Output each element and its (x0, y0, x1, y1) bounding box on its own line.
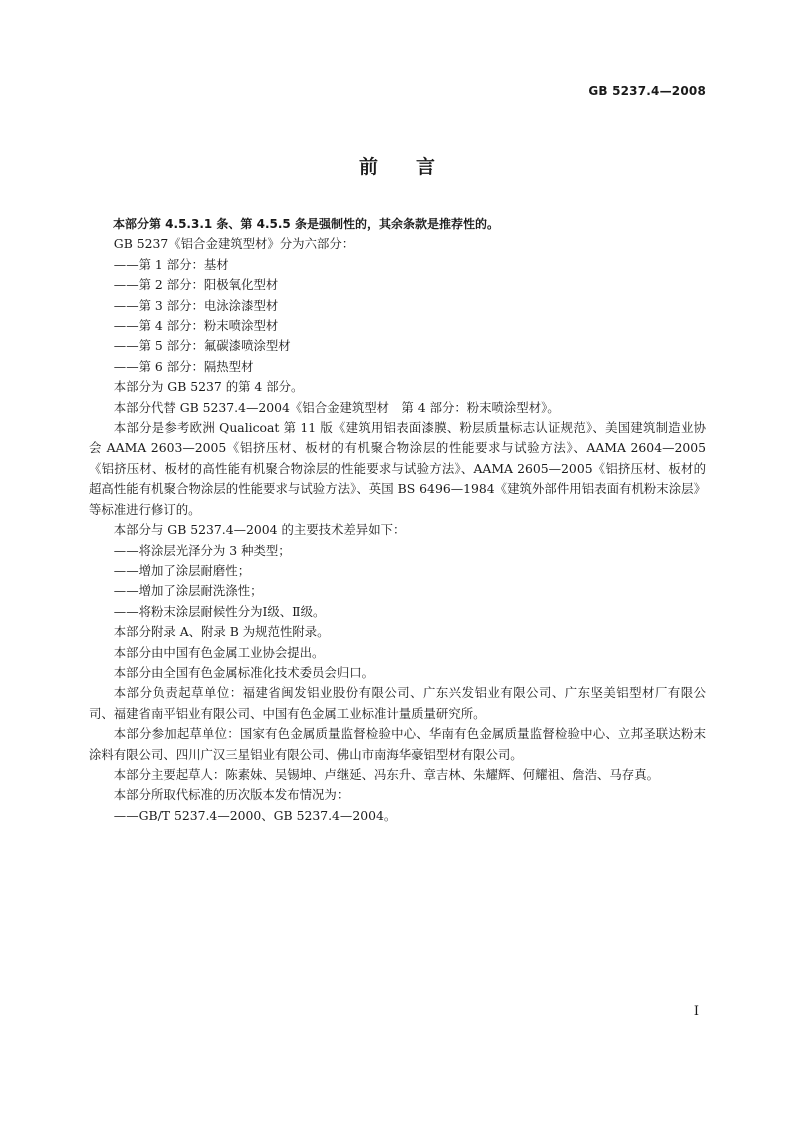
history-intro: 本部分所取代标准的历次版本发布情况为： (113, 787, 350, 803)
part-list-item: ——第 5 部分：氟碳漆喷涂型材 (113, 338, 291, 354)
foreword-body (89, 214, 706, 826)
difference-list-item: ——增加了涂层耐磨性； (113, 562, 251, 578)
part-list-item: ——第 6 部分：隔热型材 (113, 358, 254, 374)
page-number: I (693, 1004, 699, 1019)
difference-list-item: ——将涂层光泽分为 3 种类型； (113, 542, 291, 558)
part-list-item: ——第 3 部分：电泳涂漆型材 (113, 297, 279, 313)
division-intro: GB 5237《铝合金建筑型材》分为六部分： (113, 236, 355, 252)
difference-list-item: ——将粉末涂层耐候性分为Ⅰ级、Ⅱ级。 (113, 603, 326, 619)
references-paragraph: 本部分是参考欧洲 Qualicoat 第 11 版《建筑用铝表面漆膜、粉层质量标志认证规范》、美国建筑制造业协会 AAMA 2603—2005《铝挤压材、板材的有机聚合物涂层的性能要求与试验方法》、AAMA 2604—2005《铝挤压材、板材的高性能有机聚合物涂层的性能要求与试验方法》、AAMA 2605—2005《铝挤压材、板材的超高性能有机聚合物涂层的性能要求与试验方法》、英国 BS 6496—1984《建筑外部件用铝表面有机粉末涂层》等标准进行修订的。 (89, 420, 706, 517)
standard-number: GB 5237.4—2008 (588, 84, 706, 98)
annexes-statement: 本部分附录 A、附录 B 为规范性附录。 (113, 624, 330, 640)
centralized-by-statement: 本部分由全国有色金属标准化技术委员会归口。 (113, 664, 374, 680)
part-list-item: ——第 1 部分：基材 (113, 256, 229, 272)
this-part-statement: 本部分为 GB 5237 的第 4 部分。 (113, 379, 304, 395)
part-list-item: ——第 4 部分：粉末喷涂型材 (113, 318, 279, 334)
part-list-item: ——第 2 部分：阳极氧化型材 (113, 277, 279, 293)
proposed-by-statement: 本部分由中国有色金属工业协会提出。 (113, 644, 325, 660)
participating-units-paragraph: 本部分参加起草单位：国家有色金属质量监督检验中心、华南有色金属质量监督检验中心、立邦圣联达粉末涂料有限公司、四川广汉三星铝业有限公司、佛山市南海华豪铝型材有限公司。 (89, 726, 706, 762)
page-title: 前言 (358, 156, 473, 178)
history-list-item: ——GB/T 5237.4—2000、GB 5237.4—2004。 (113, 807, 397, 823)
drafters-paragraph: 本部分主要起草人：陈素妹、吴锡坤、卢继延、冯东升、章吉林、朱耀辉、何耀祖、詹浩、马存真。 (113, 766, 659, 782)
drafting-units-paragraph: 本部分负责起草单位：福建省闽发铝业股份有限公司、广东兴发铝业有限公司、广东坚美铝型材厂有限公司、福建省南平铝业有限公司、中国有色金属工业标准计量质量研究所。 (89, 685, 706, 721)
difference-list-item: ——增加了涂层耐洗涤性； (113, 583, 263, 599)
mandatory-clause-statement: 本部分第 4.5.3.1 条、第 4.5.5 条是强制性的，其余条款是推荐性的。 (113, 217, 499, 231)
differences-intro: 本部分与 GB 5237.4—2004 的主要技术差异如下： (113, 522, 406, 538)
replaces-statement: 本部分代替 GB 5237.4—2004《铝合金建筑型材 第 4 部分：粉末喷涂型材》。 (113, 399, 560, 415)
